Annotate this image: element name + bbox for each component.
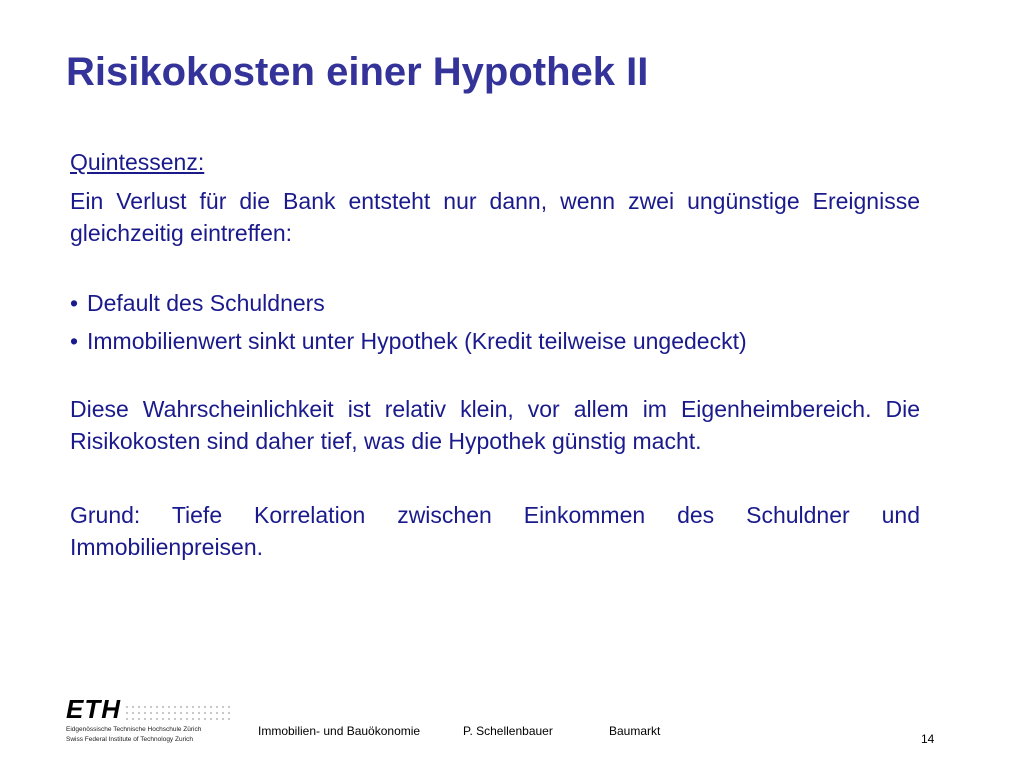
slide-footer bbox=[0, 690, 1024, 768]
bullet-text: Immobilienwert sinkt unter Hypothek (Kredit teilweise ungedeckt) bbox=[87, 328, 747, 354]
bullet-item bbox=[70, 287, 920, 319]
bullet-list bbox=[70, 287, 920, 357]
spacer bbox=[70, 249, 920, 287]
intro-paragraph: Ein Verlust für die Bank entsteht nur dann, wenn zwei ungünstige Ereignisse gleichzeitig eintreffen: bbox=[70, 188, 920, 246]
eth-logo-mark: ETH bbox=[66, 694, 121, 724]
eth-logo-line-2: Swiss Federal Institute of Technology Zurich bbox=[66, 736, 194, 743]
bullet-text: Default des Schuldners bbox=[87, 290, 325, 316]
section-heading: Quintessenz: bbox=[70, 149, 205, 175]
footer-author: P. Schellenbauer bbox=[463, 724, 553, 738]
bullet-icon: • bbox=[70, 290, 79, 316]
footer-topic: Baumarkt bbox=[609, 724, 661, 738]
eth-dots-pattern bbox=[124, 704, 234, 720]
probability-paragraph: Diese Wahrscheinlichkeit ist relativ klein, vor allem im Eigenheimbereich. Die Risikokosten sind daher tief, was die Hypothek günstig macht. bbox=[70, 396, 920, 454]
reason-paragraph: Grund: Tiefe Korrelation zwischen Einkommen des Schuldner und Immobilienpreisen. bbox=[70, 502, 920, 560]
bullet-item bbox=[70, 325, 920, 357]
spacer bbox=[70, 363, 920, 393]
spacer bbox=[70, 457, 920, 499]
eth-logo-line-1: Eidgenössische Technische Hochschule Zürich bbox=[66, 726, 202, 733]
bullet-icon: • bbox=[70, 328, 79, 354]
eth-logo bbox=[66, 696, 256, 748]
footer-course: Immobilien- und Bauökonomie bbox=[258, 724, 421, 738]
slide-content bbox=[70, 146, 920, 563]
slide-title: Risikokosten einer Hypothek II bbox=[66, 50, 649, 94]
page-number: 14 bbox=[921, 732, 935, 746]
